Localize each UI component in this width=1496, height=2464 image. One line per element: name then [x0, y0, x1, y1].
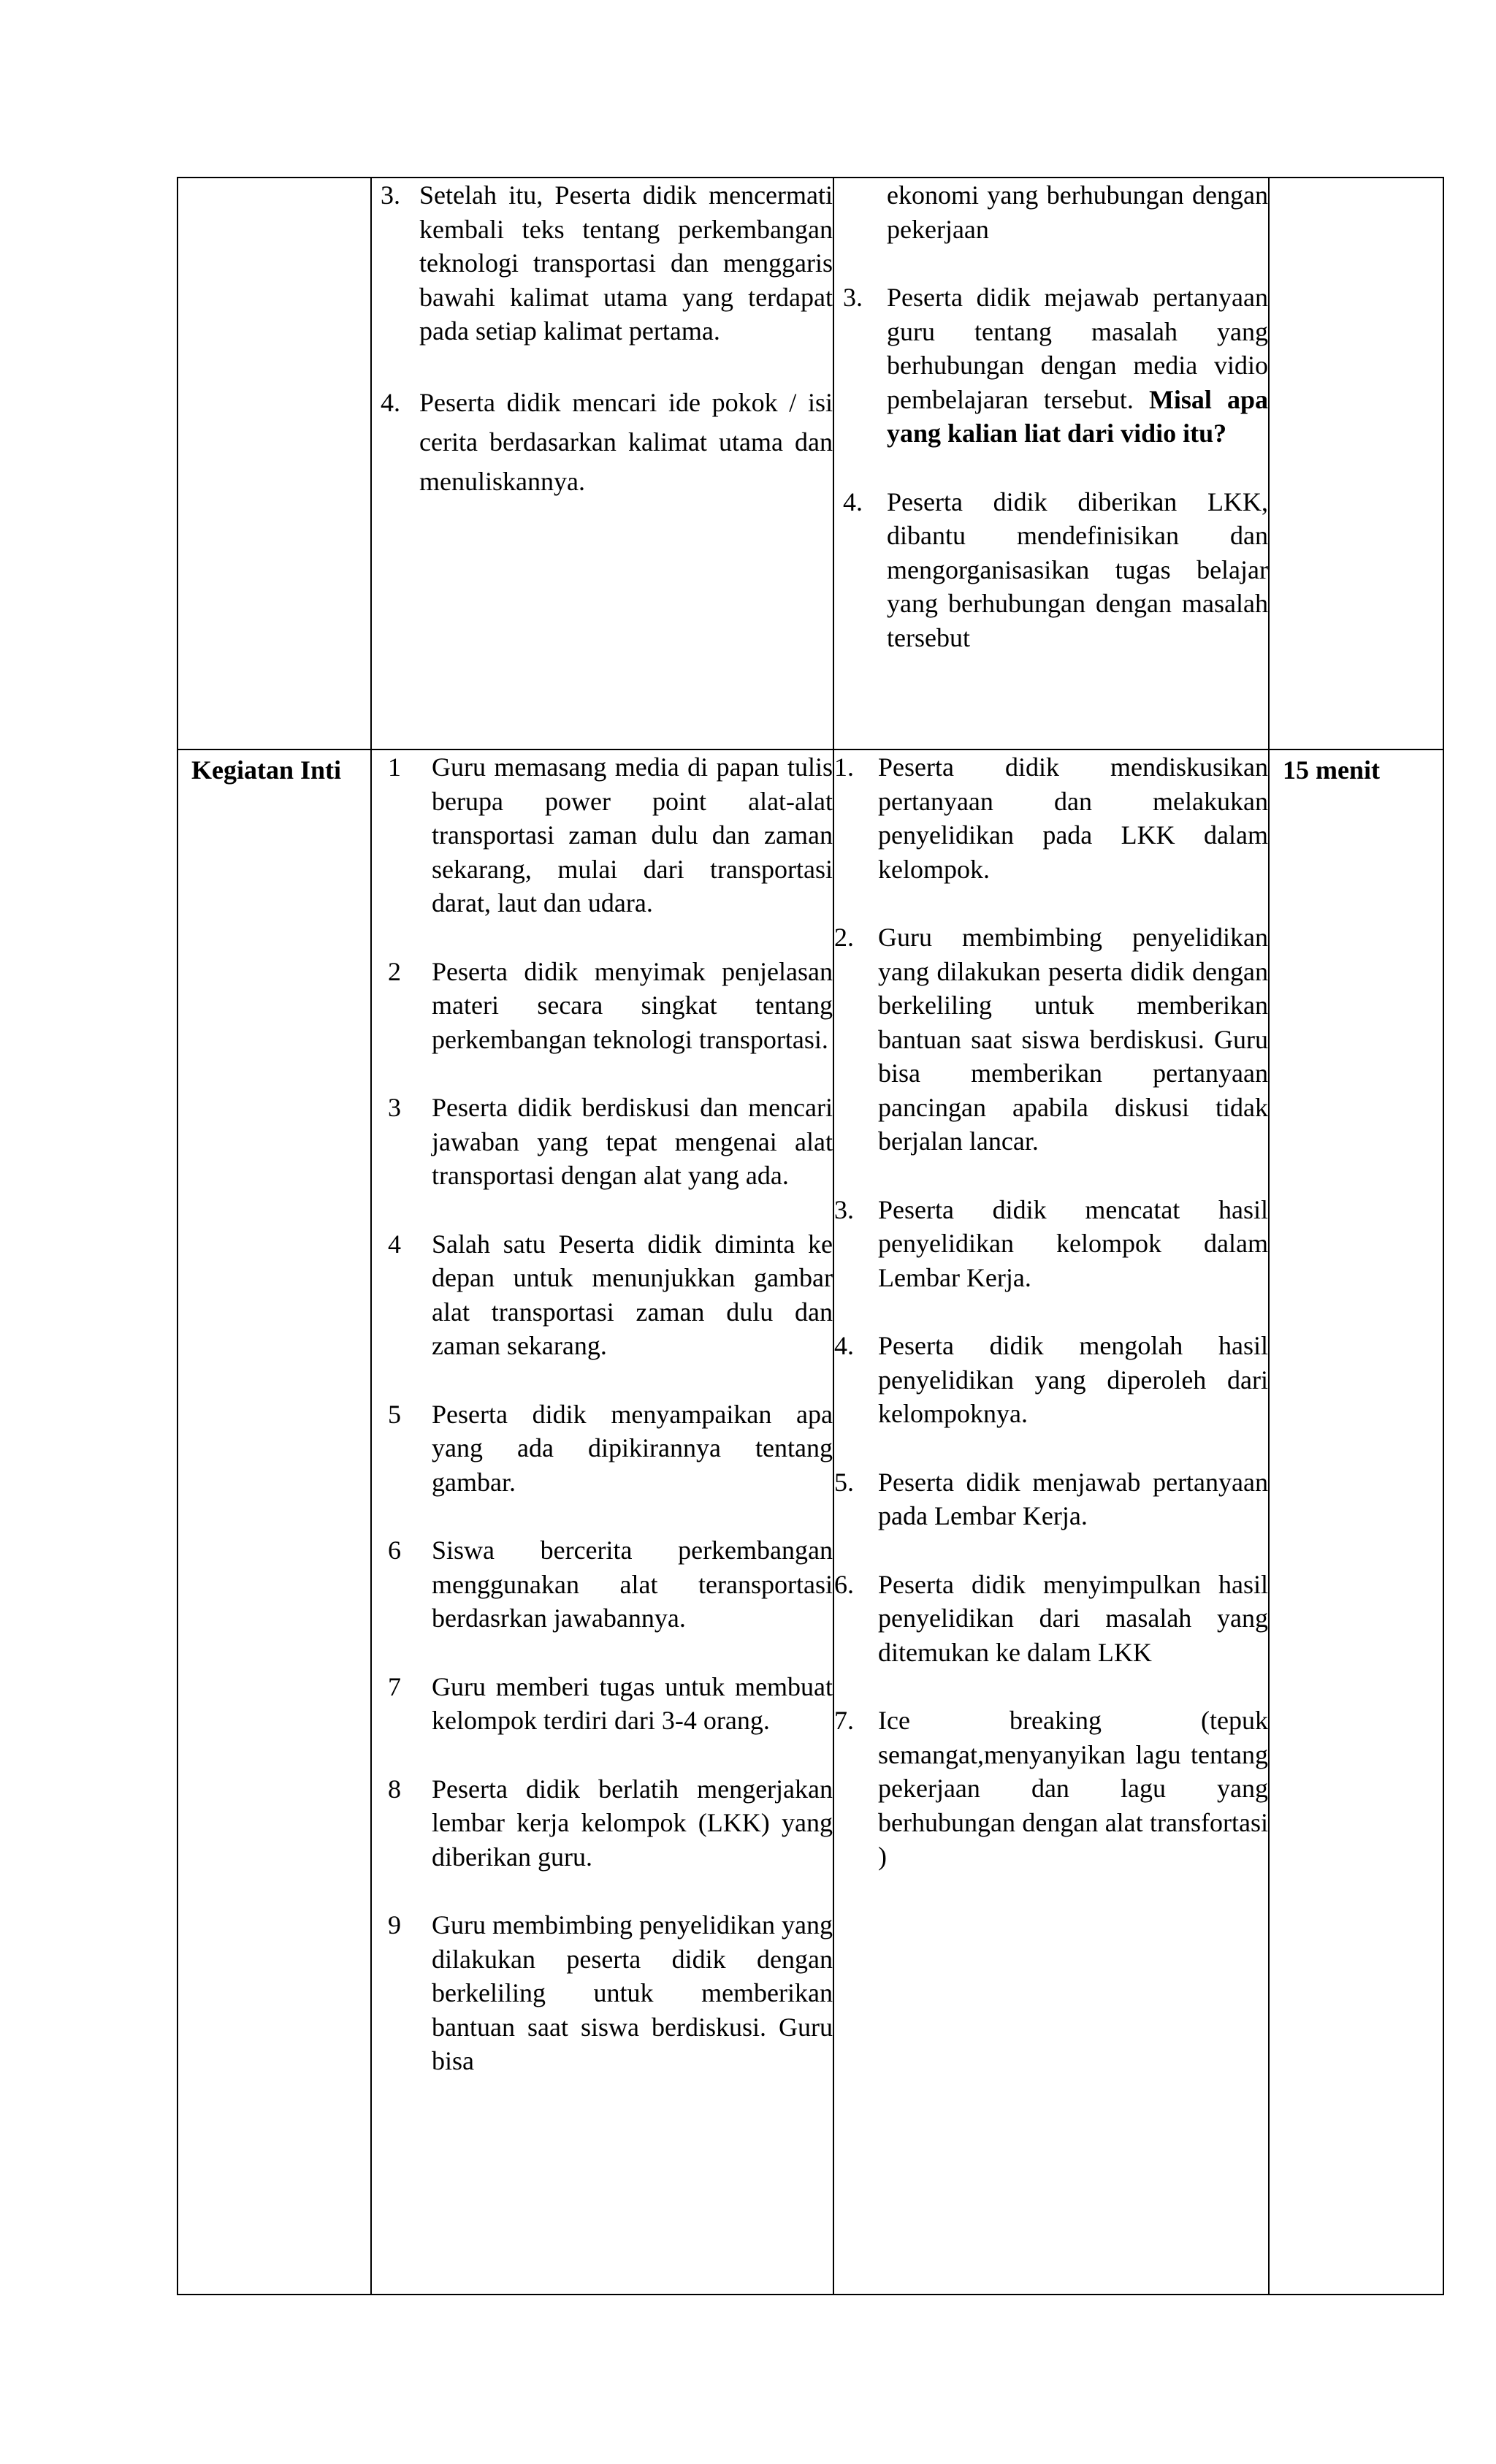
item-number: 5 — [388, 1399, 401, 1429]
item-text: Peserta didik mejawab pertanyaan guru tentang masalah yang berhubungan dengan media vidio pembelajaran tersebut. — [887, 283, 1268, 414]
item-number: 3. — [843, 283, 863, 312]
list-item — [834, 281, 1268, 451]
item-text: Peserta didik menyimpulkan hasil penyelidikan dari masalah yang ditemukan ke dalam LKK — [878, 1569, 1268, 1667]
duration-label: 15 menit — [1283, 755, 1380, 785]
teacher-activity-cell — [371, 750, 833, 2295]
duration-cell — [1269, 750, 1443, 2295]
list-item — [834, 1329, 1268, 1431]
table-row — [178, 178, 1443, 750]
item-number: 6 — [388, 1536, 401, 1565]
continued-text: ekonomi yang berhubungan dengan pekerjaan — [887, 180, 1268, 244]
list-item — [372, 1533, 833, 1636]
student-activity-cell — [833, 178, 1269, 750]
item-text: Guru membimbing penyelidikan yang dilakukan peserta didik dengan berkeliling untuk memberikan bantuan saat siswa berdiskusi. Guru bisa memberikan pertanyaan pancingan apabila diskusi tidak berjalan lancar. — [878, 923, 1268, 1156]
item-number: 9 — [388, 1910, 401, 1939]
stage-label-cell — [178, 178, 371, 750]
item-bold-question: Misal apa yang kalian liat dari vidio itu? — [887, 384, 1268, 448]
table-row — [178, 750, 1443, 2295]
list-item — [372, 1772, 833, 1874]
item-text: Ice breaking (tepuk semangat,menyanyikan lagu tentang pekerjaan dan lagu yang berhubungan dengan alat transfortasi ) — [878, 1706, 1268, 1871]
student-activity-list — [834, 750, 1268, 1874]
list-item — [834, 1704, 1268, 1874]
item-number: 4 — [388, 1229, 401, 1259]
list-item — [834, 485, 1268, 655]
item-number: 7. — [834, 1706, 854, 1735]
item-number: 1. — [834, 752, 854, 782]
item-text: Peserta didik mencatat hasil penyelidikan kelompok dalam Lembar Kerja. — [878, 1194, 1268, 1292]
stage-label: Kegiatan Inti — [191, 755, 342, 785]
list-item — [834, 1193, 1268, 1295]
teacher-activity-cell — [371, 178, 833, 750]
item-text: Salah satu Peserta didik diminta ke depan untuk menunjukkan gambar alat transportasi zaman dulu dan zaman sekarang. — [432, 1229, 833, 1360]
item-number: 3 — [388, 1093, 401, 1122]
duration-cell — [1269, 178, 1443, 750]
item-number: 5. — [834, 1467, 854, 1497]
item-number: 2 — [388, 956, 401, 986]
item-text: Peserta didik mendiskusikan pertanyaan dan melakukan penyelidikan pada LKK dalam kelompok. — [878, 752, 1268, 884]
list-item — [372, 383, 833, 501]
item-text: Peserta didik berlatih mengerjakan lembar kerja kelompok (LKK) yang diberikan guru. — [432, 1774, 833, 1872]
list-item — [834, 920, 1268, 1159]
item-text: Peserta didik menyampaikan apa yang ada dipikirannya tentang gambar. — [432, 1399, 833, 1497]
item-number: 4. — [843, 487, 863, 516]
item-text: Peserta didik mengolah hasil penyelidikan yang diperoleh dari kelompoknya. — [878, 1331, 1268, 1428]
stage-label-cell — [178, 750, 371, 2295]
list-item — [834, 1568, 1268, 1670]
item-number: 6. — [834, 1569, 854, 1599]
item-number: 3. — [834, 1194, 854, 1224]
list-item — [834, 1465, 1268, 1533]
item-text: Guru memasang media di papan tulis berupa power point alat-alat transportasi zaman dulu dan zaman sekarang, mulai dari transportasi darat, laut dan udara. — [432, 752, 833, 918]
item-number: 1 — [388, 752, 401, 782]
item-text: Peserta didik berdiskusi dan mencari jawaban yang tepat mengenai alat transportasi dengan alat yang ada. — [432, 1093, 833, 1190]
item-number: 4. — [834, 1331, 854, 1360]
item-text: Guru membimbing penyelidikan yang dilakukan peserta didik dengan berkeliling untuk memberikan bantuan saat siswa berdiskusi. Guru bisa — [432, 1910, 833, 2075]
item-text: Siswa bercerita perkembangan menggunakan alat teransportasi berdasrkan jawabannya. — [432, 1536, 833, 1633]
item-number: 3. — [381, 180, 400, 210]
list-item — [372, 750, 833, 920]
teacher-activity-list — [372, 178, 833, 501]
item-number: 2. — [834, 923, 854, 952]
teacher-activity-list — [372, 750, 833, 2078]
item-text: Peserta didik diberikan LKK, dibantu mendefinisikan dan mengorganisasikan tugas belajar yang berhubungan dengan masalah tersebut — [887, 487, 1268, 652]
list-item — [372, 1397, 833, 1500]
item-text: Peserta didik mencari ide pokok / isi cerita berdasarkan kalimat utama dan menuliskannya. — [419, 387, 833, 496]
list-item — [834, 750, 1268, 886]
item-text: Guru memberi tugas untuk membuat kelompok terdiri dari 3-4 orang. — [432, 1671, 833, 1735]
list-item — [372, 955, 833, 1057]
list-item — [372, 1670, 833, 1738]
item-number: 7 — [388, 1671, 401, 1701]
item-text: Peserta didik menjawab pertanyaan pada Lembar Kerja. — [878, 1467, 1268, 1530]
item-text: Peserta didik menyimak penjelasan materi secara singkat tentang perkembangan teknologi transportasi. — [432, 956, 833, 1054]
item-text: Setelah itu, Peserta didik mencermati kembali teks tentang perkembangan teknologi transportasi dan menggaris bawahi kalimat utama yang terdapat pada setiap kalimat pertama. — [419, 180, 833, 346]
student-activity-list — [834, 281, 1268, 655]
item-number: 8 — [388, 1774, 401, 1804]
student-activity-cell — [833, 750, 1269, 2295]
list-item — [372, 1091, 833, 1193]
list-item — [372, 1227, 833, 1363]
list-item — [372, 1908, 833, 2078]
lesson-plan-table — [177, 177, 1444, 2295]
item-number: 4. — [381, 387, 400, 417]
list-item — [372, 178, 833, 348]
